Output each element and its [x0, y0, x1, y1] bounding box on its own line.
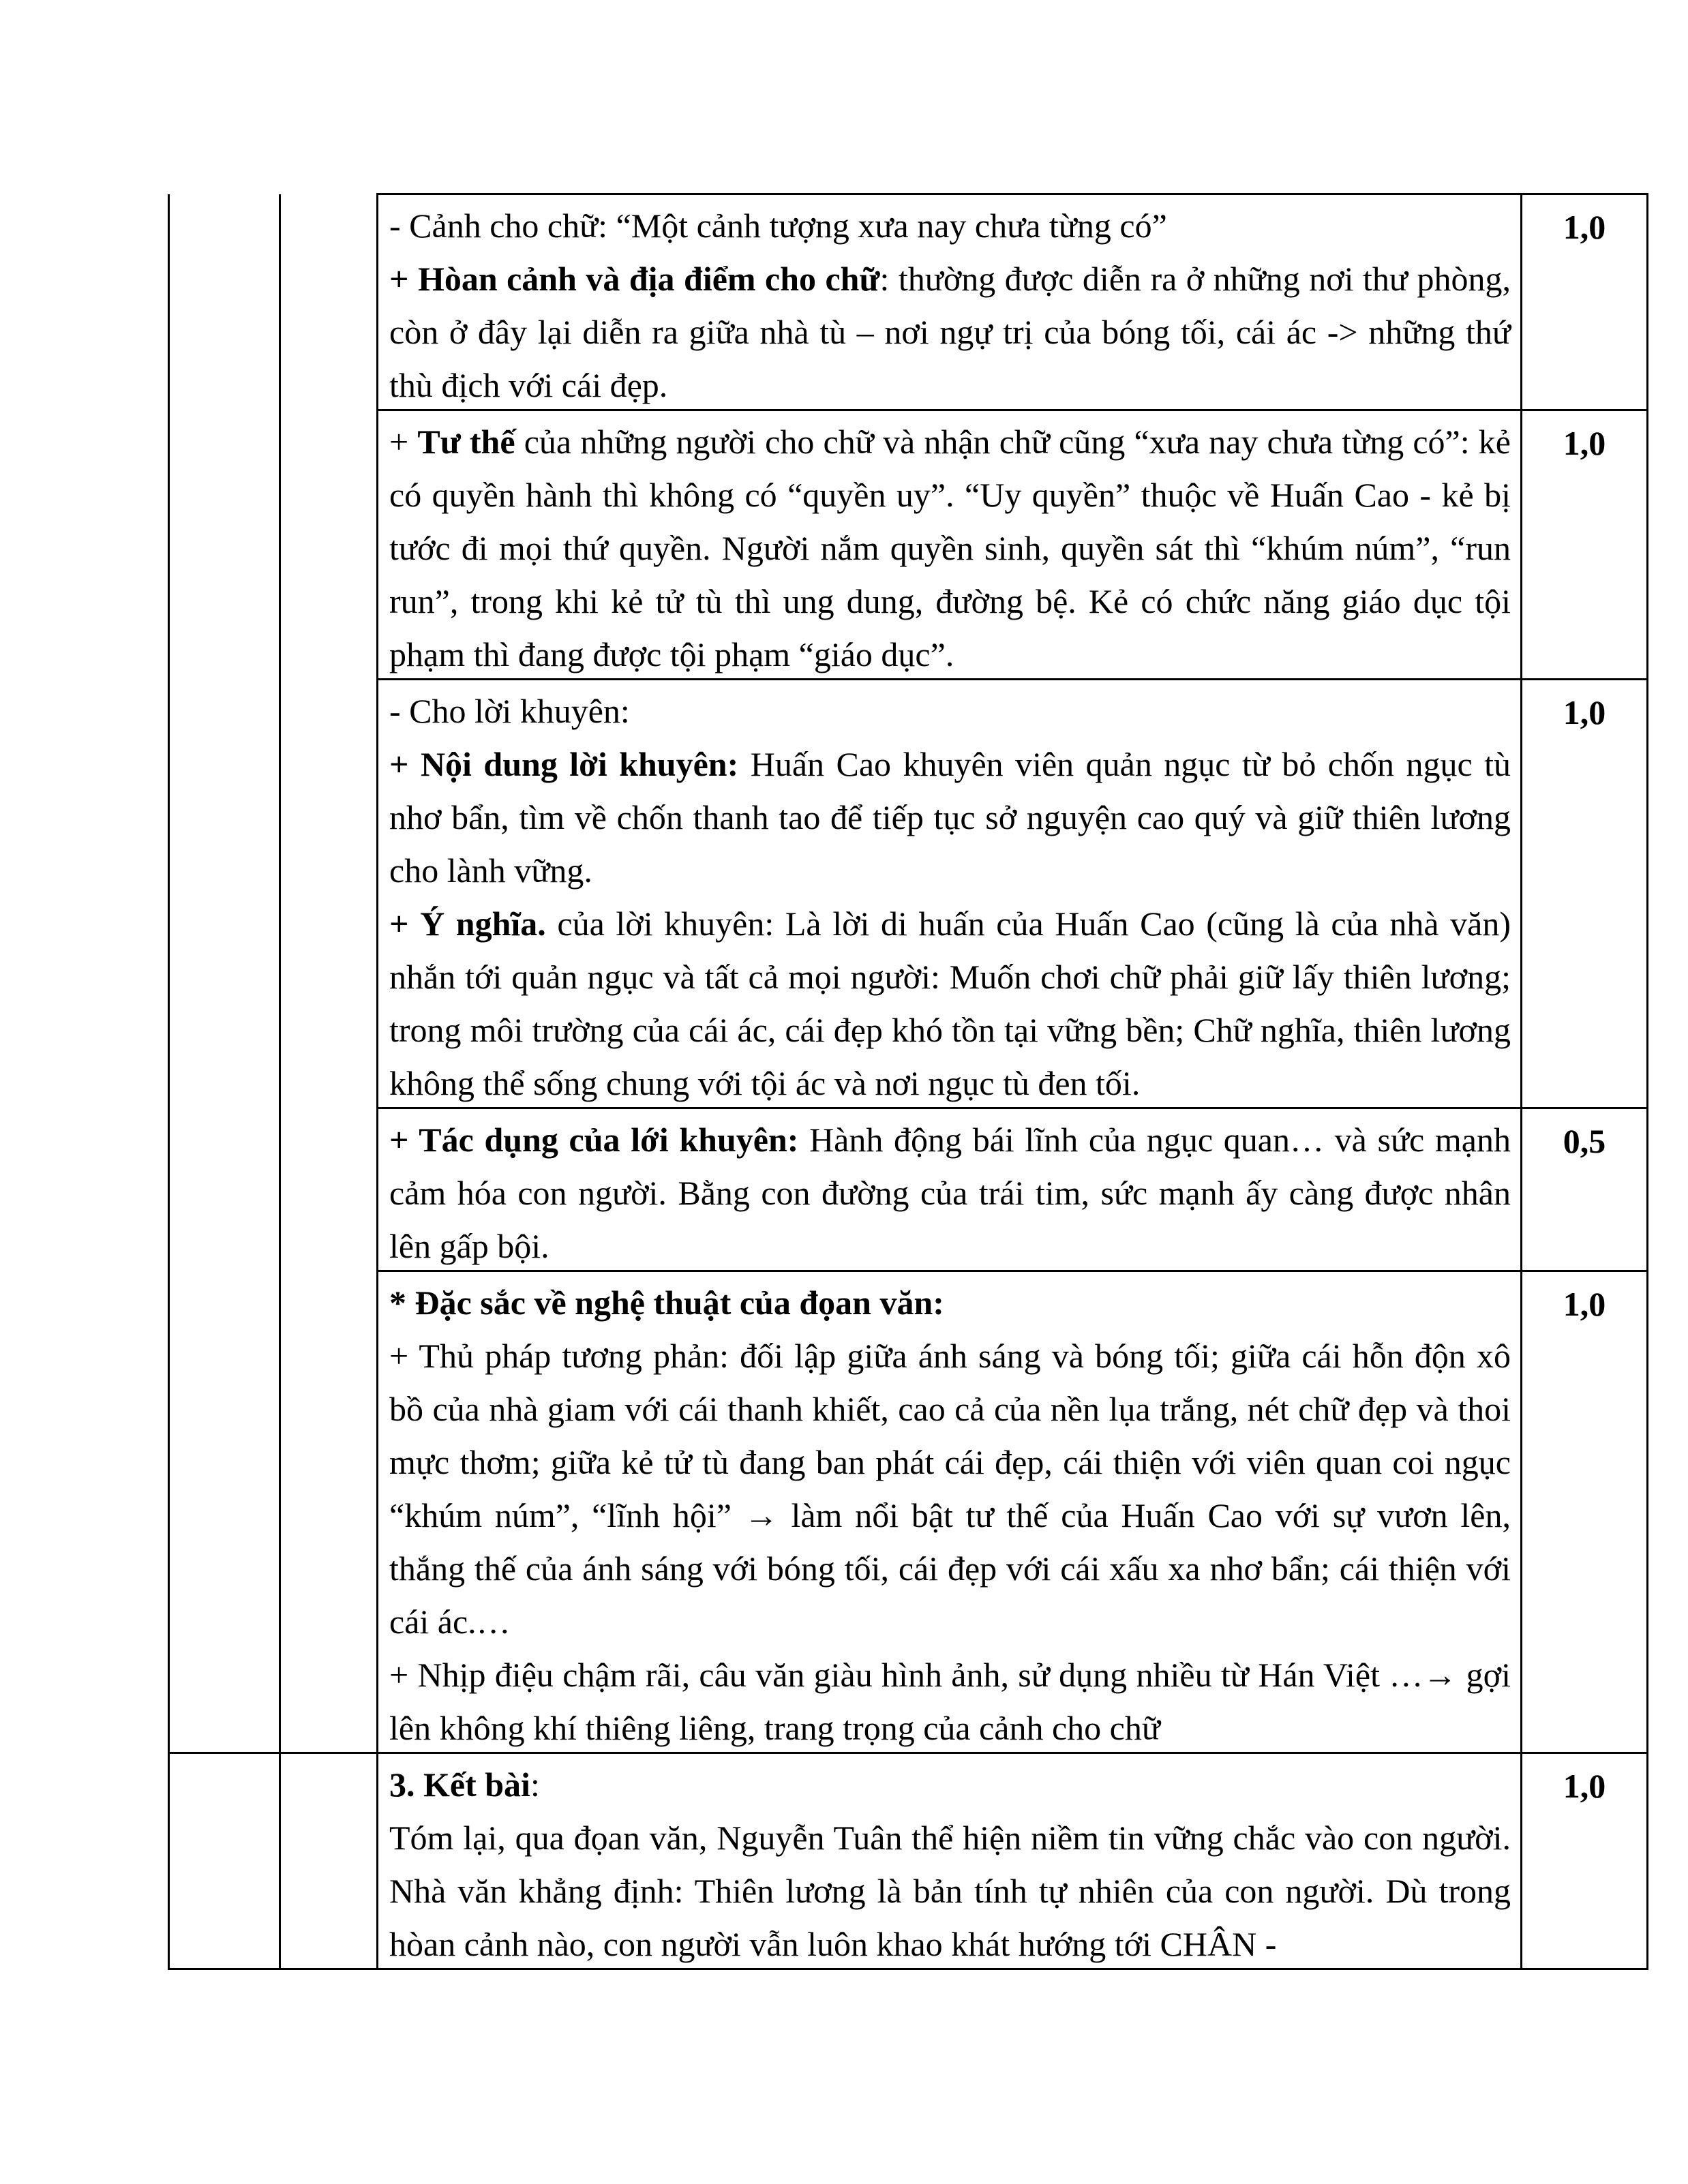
- score-value: 1,0: [1563, 693, 1606, 731]
- content-cell: [378, 1753, 1522, 1969]
- score-value: 0,5: [1563, 1122, 1606, 1160]
- table-row: [169, 410, 1648, 680]
- content-line: + Tác dụng của lới khuyên: Hành động bái lĩnh của ngục quan… và sức mạnh cảm hóa con người. Bằng con đường của trái tim, sức mạnh ấy càng được nhân lên gấp bội.: [389, 1121, 1511, 1265]
- content-cell: [378, 1108, 1522, 1271]
- score-value: 1,0: [1563, 424, 1606, 462]
- content-line: + Tư thế của những người cho chữ và nhận chữ cũng “xưa nay chưa từng có”: kẻ có quyền hành thì không có “quyền uy”. “Uy quyền” thuộc về Huấn Cao - kẻ bị tước đi mọi thứ quyền. Người nắm quyền sinh, quyền sát thì “khúm núm”, “run run”, trong khi kẻ tử tù thì ung dung, đường bệ. Kẻ có chức năng giáo dục tội phạm thì đang được tội phạm “giáo dục”.: [389, 423, 1511, 673]
- section-cell: [169, 1753, 280, 1969]
- section-cell: [169, 194, 280, 1753]
- content-line: * Đặc sắc về nghệ thuật của đọan văn:: [389, 1284, 944, 1322]
- content-line: - Cho lời khuyên:: [389, 692, 630, 730]
- content-line: 3. Kết bài:: [389, 1765, 540, 1804]
- score-cell: [1522, 1271, 1648, 1753]
- content-line: - Cảnh cho chữ: “Một cảnh tượng xưa nay chưa từng có”: [389, 207, 1167, 245]
- subsection-cell: [280, 194, 378, 1753]
- score-value: 1,0: [1563, 1285, 1606, 1323]
- score-cell: [1522, 1108, 1648, 1271]
- table-row: [169, 680, 1648, 1108]
- score-cell: [1522, 1753, 1648, 1969]
- score-value: 1,0: [1563, 208, 1606, 246]
- content-line: + Ý nghĩa. của lời khuyên: Là lời di huấn của Huấn Cao (cũng là của nhà văn) nhắn tới quản ngục và tất cả mọi người: Muốn chơi chữ phải giữ lấy thiên lương; trong môi trường của cái ác, cái đẹp khó tồn tại vững bền; Chữ nghĩa, thiên lương không thể sống chung với tội ác và nơi ngục tù đen tối.: [389, 905, 1511, 1102]
- content-cell: [378, 1271, 1522, 1753]
- content-cell: [378, 680, 1522, 1108]
- content-cell: [378, 410, 1522, 680]
- table-row: [169, 1753, 1648, 1969]
- table-row: [169, 1271, 1648, 1753]
- content-cell: [378, 194, 1522, 410]
- content-line: + Hòan cảnh và địa điểm cho chữ: thường được diễn ra ở những nơi thư phòng, còn ở đây lại diễn ra giữa nhà tù – nơi ngự trị của bóng tối, cái ác -> những thứ thù địch với cái đẹp.: [389, 260, 1511, 404]
- score-cell: [1522, 410, 1648, 680]
- score-value: 1,0: [1563, 1767, 1606, 1805]
- content-line: + Thủ pháp tương phản: đối lập giữa ánh sáng và bóng tối; giữa cái hỗn độn xô bồ của nhà giam với cái thanh khiết, cao cả của nền lụa trắng, nét chữ đẹp và thoi mực thơm; giữa kẻ tử tù đang ban phát cái đẹp, cái thiện với viên quan coi ngục “khúm núm”, “lĩnh hội” → làm nổi bật tư thế của Huấn Cao với sự vươn lên, thắng thế của ánh sáng với bóng tối, cái đẹp với cái xấu xa nhơ bẩn; cái thiện với cái ác.…: [389, 1337, 1511, 1641]
- content-line: + Nhịp điệu chậm rãi, câu văn giàu hình ảnh, sử dụng nhiều từ Hán Việt …→ gợi lên không khí thiêng liêng, trang trọng của cảnh cho chữ: [389, 1656, 1511, 1747]
- table-row: [169, 1108, 1648, 1271]
- content-line: + Nội dung lời khuyên: Huấn Cao khuyên viên quản ngục từ bỏ chốn ngục tù nhơ bẩn, tìm về chốn thanh tao để tiếp tục sở nguyện cao quý và giữ thiên lương cho lành vững.: [389, 745, 1511, 890]
- subsection-cell: [280, 1753, 378, 1969]
- grading-table: [168, 193, 1648, 1970]
- table-row: [169, 194, 1648, 410]
- score-cell: [1522, 680, 1648, 1108]
- score-cell: [1522, 194, 1648, 410]
- content-line: Tóm lại, qua đọan văn, Nguyễn Tuân thể hiện niềm tin vững chắc vào con người. Nhà văn khẳng định: Thiên lương là bản tính tự nhiên của con người. Dù trong hòan cảnh nào, con người vẫn luôn khao khát hướng tới CHÂN -: [389, 1819, 1511, 1963]
